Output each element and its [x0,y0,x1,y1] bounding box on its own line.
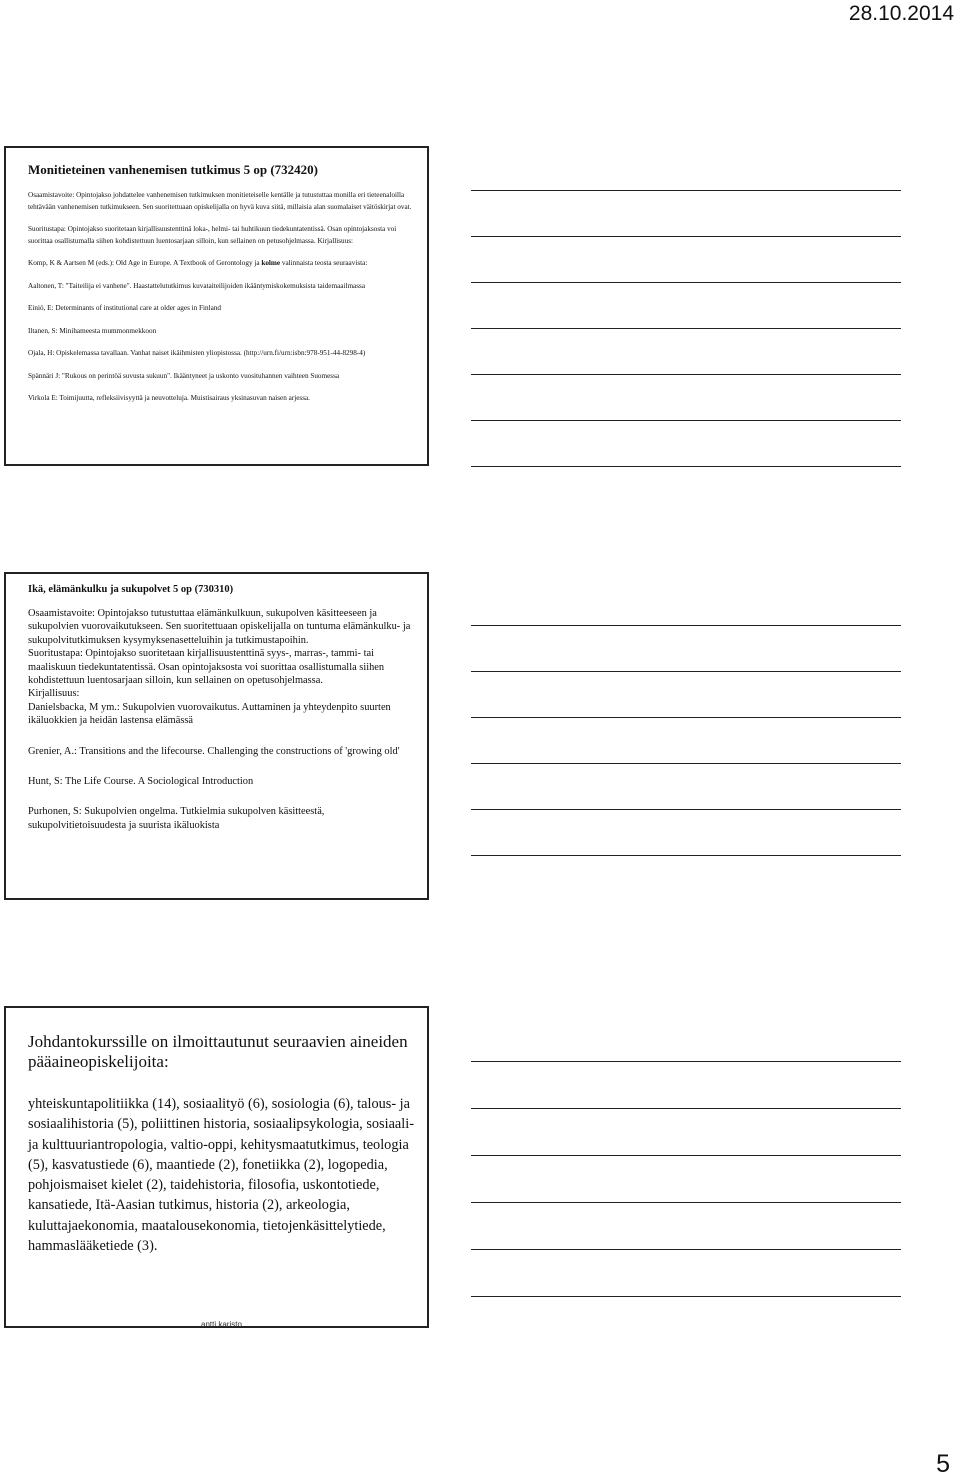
note-line [471,1108,901,1109]
komp-suffix: valinnaista teosta seuraavista: [280,259,368,267]
header-date: 28.10.2014 [848,2,954,25]
slide-2-ref: Purhonen, S: Sukupolvien ongelma. Tutkielmia sukupolven käsitteestä, sukupolvitietoisuudesta ja suurista ikäluokista [28,806,325,831]
slide-1-title: Monitieteinen vanhenemisen tutkimus 5 op (732420) [28,162,318,177]
note-line [471,1155,901,1156]
slide-2-ref: Hunt, S: The Life Course. A Sociological Introduction [28,776,254,788]
slide-1-komp-ref [28,258,417,270]
slide-3 [4,1006,429,1328]
slide-3-author: antti karisto [201,1320,242,1329]
note-line [471,1202,901,1203]
slide-1-ref: Ojala, H: Opiskelemassa tavallaan. Vanhat naiset ikäihmisten yliopistossa. (http://urn.fi/urn:isbn:978-951-44-8298-4) [28,349,366,357]
slide-2-ref: Danielsbacka, M ym.: Sukupolvien vuorovaikutus. Auttaminen ja yhteydenpito suurten ikäluokkien ja heidän lastensa elämässä [28,701,391,727]
slide-2-kirjallisuus-label: Kirjallisuus: [28,688,80,700]
slide-1-ref: Iltanen, S: Minihameesta mummonmekkoon [28,326,157,335]
komp-prefix: Komp, K & Aartsen M (eds.): Old Age in Europe. A Textbook of Gerontology ja [28,259,262,267]
note-line [471,717,901,718]
slide-2-ref: Grenier, A.: Transitions and the lifecourse. Challenging the constructions of 'growing old' [28,745,400,757]
note-line [471,282,901,283]
komp-bold: kolme [261,259,281,267]
note-line [471,625,901,626]
note-line [471,763,901,764]
note-line [471,374,901,375]
note-line [471,855,901,856]
note-line [471,190,901,191]
slide-1-osaamistavoite: Osaamistavoite: Opintojakso johdattelee vanhenemisen tutkimuksen monitieteiselle kentälle ja tutustuttaa monilla eri tieteenaloilla tehtävään vanhenemisen tutkimukseen. Sen suoritettuaan opiskelijalla on hyvä kuva siitä, millaisia alan suomalaiset väitöskirjat ovat. [28,191,412,211]
note-line [471,466,901,467]
slide-1-ref: Virkola E: Toimijuutta, refleksiivisyyttä ja neuvotteluja. Muistisairaus yksinasuvan naisen arjessa. [28,394,310,402]
note-line [471,1249,901,1250]
slide-2-suoritustapa: Suoritustapa: Opintojakso suoritetaan kirjallisuustenttinä syys-, marras-, tammi- tai maaliskuun tiedekuntatentissä. Osan opintojaksosta voi suorittaa osallistumalla siihen kohdistettuun luentosarjaan silloin, kun sellainen on opetusohjelmassa. [28,648,385,687]
slide-3-title: Johdantokurssille on ilmoittautunut seuraavien aineiden pääaineopiskelijoita: [28,1032,408,1071]
note-line [471,671,901,672]
page-number: 5 [936,1450,950,1478]
slide-2 [4,572,429,900]
slide-1-suoritustapa: Suoritustapa: Opintojakso suoritetaan kirjallisuustenttinä loka-, helmi- tai huhtikuun tiedekuntatentissä. Osan opintojaksosta voi suorittaa osallistumalla siihen kohdistettuun luentosarjaan silloin, kun sellainen on petusohjelmassa. Kirjallisuus: [28,225,397,245]
slide-1-ref: Einiö, E: Determinants of institutional care at older ages in Finland [28,304,222,312]
slide-1-ref: Aaltonen, T: "Taiteilija ei vanhene". Haastattelututkimus kuvataiteilijoiden ikääntymiskokemuksista taidemaailmassa [28,281,366,290]
note-line [471,420,901,421]
note-line [471,809,901,810]
note-line [471,1296,901,1297]
slide-2-osaamistavoite: Osaamistavoite: Opintojakso tutustuttaa elämänkulkuun, sukupolven käsitteeseen ja sukupolvien vuorovaikutukseen. Sen suoritettuaan opiskelijalla on tuntuma elämänkulku- ja sukupolvitutkimuksen kysymyksenasetteluihin ja tutkimustapoihin. [28,608,411,646]
slide-2-title: Ikä, elämänkulku ja sukupolvet 5 op (730310) [28,584,234,595]
note-line [471,236,901,237]
slide-1 [4,146,429,466]
slide-1-ref: Spännäri J: "Rukous on perintöä suvusta sukuun". Ikääntyneet ja uskonto vuosituhannen vaihteen Suomessa [28,371,340,380]
note-line [471,1061,901,1062]
slide-3-subject-list: yhteiskuntapolitiikka (14), sosiaalityö (6), sosiologia (6), talous- ja sosiaalihistoria (5), poliittinen historia, sosiaalipsykologia, sosiaali- ja kulttuuriantropologia, valtio-oppi, kehitysmaatutkimus, teologia (5), kasvatustiede (6), maantiede (2), fonetiikka (2), logopedia, pohjoismaiset kielet (2), taidehistoria, filosofia, uskontotiede, kansatiede, Itä-Aasian tutkimus, historia (2), arkeologia, kuluttajaekonomia, maatalousekonomia, tietojenkäsittelytiede, hammaslääketiede (3). [28,1096,414,1255]
note-line [471,328,901,329]
